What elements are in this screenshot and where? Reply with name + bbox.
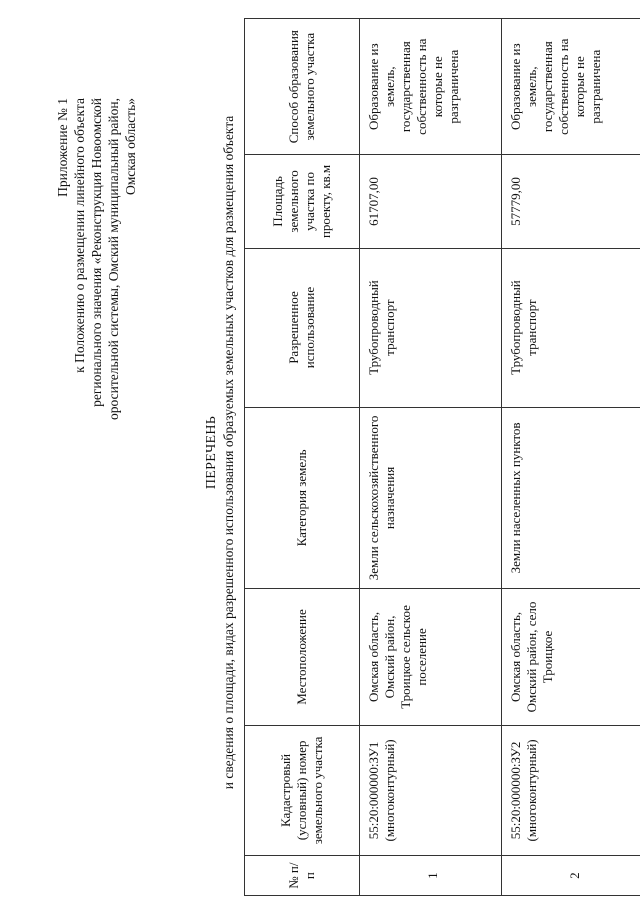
cell-category: Земли сельскохозяйственного назначения <box>360 407 502 589</box>
header-cell-number: № п/п <box>245 856 360 896</box>
cell-formation-method: Образование из земель, государственная собственность на которые не разграничена <box>360 19 502 155</box>
appendix-line: Приложение № 1 <box>55 98 70 197</box>
table-row <box>360 19 502 896</box>
cell-permitted-use: Трубопроводный транспорт <box>360 248 502 407</box>
cell-category: Земли населенных пунктов <box>502 407 640 589</box>
header-cell-location: Местоположение <box>245 589 360 725</box>
cell-cadastral: 55:20:000000:ЗУ2 (многоконтурный) <box>502 725 640 856</box>
appendix-line: Омская область» <box>123 98 138 196</box>
cell-location: Омская область, Омский район, село Троицкое <box>502 589 640 725</box>
document-subtitle: и сведения о площади, видах разрешенного использования образуемых земельных участков для размещения объекта <box>221 115 236 790</box>
header-cell-category: Категория земель <box>245 407 360 589</box>
appendix-line: к Положению о размещении линейного объекта <box>72 98 87 373</box>
cell-area: 61707,00 <box>360 155 502 248</box>
table-header-row <box>245 19 360 896</box>
header-cell-cadastral: Кадастровый (условный) номер земельного участка <box>245 725 360 856</box>
header-cell-permitted-use: Разрешенное использование <box>245 248 360 407</box>
cell-area: 57779,00 <box>502 155 640 248</box>
cell-location: Омская область, Омский район, Троицкое сельское поселение <box>360 589 502 725</box>
appendix-line: регионального значения «Реконструкция Новоомской <box>89 98 104 407</box>
table-row <box>502 19 640 896</box>
cell-permitted-use: Трубопроводный транспорт <box>502 248 640 407</box>
document-title: ПЕРЕЧЕНЬ <box>204 415 219 490</box>
cell-formation-method: Образование из земель, государственная собственность на которые не разграничена <box>502 19 640 155</box>
header-cell-area: Площадь земельного участка по проекту, кв.м <box>245 155 360 248</box>
cell-number: 1 <box>360 856 502 896</box>
header-cell-formation-method: Способ образования земельного участка <box>245 19 360 155</box>
appendix-block <box>54 98 139 518</box>
appendix-line: оросительной системы, Омский муниципальный район, <box>106 98 121 420</box>
land-plots-table <box>244 18 640 896</box>
cell-number: 2 <box>502 856 640 896</box>
cell-cadastral: 55:20:000000:ЗУ1 (многоконтурный) <box>360 725 502 856</box>
